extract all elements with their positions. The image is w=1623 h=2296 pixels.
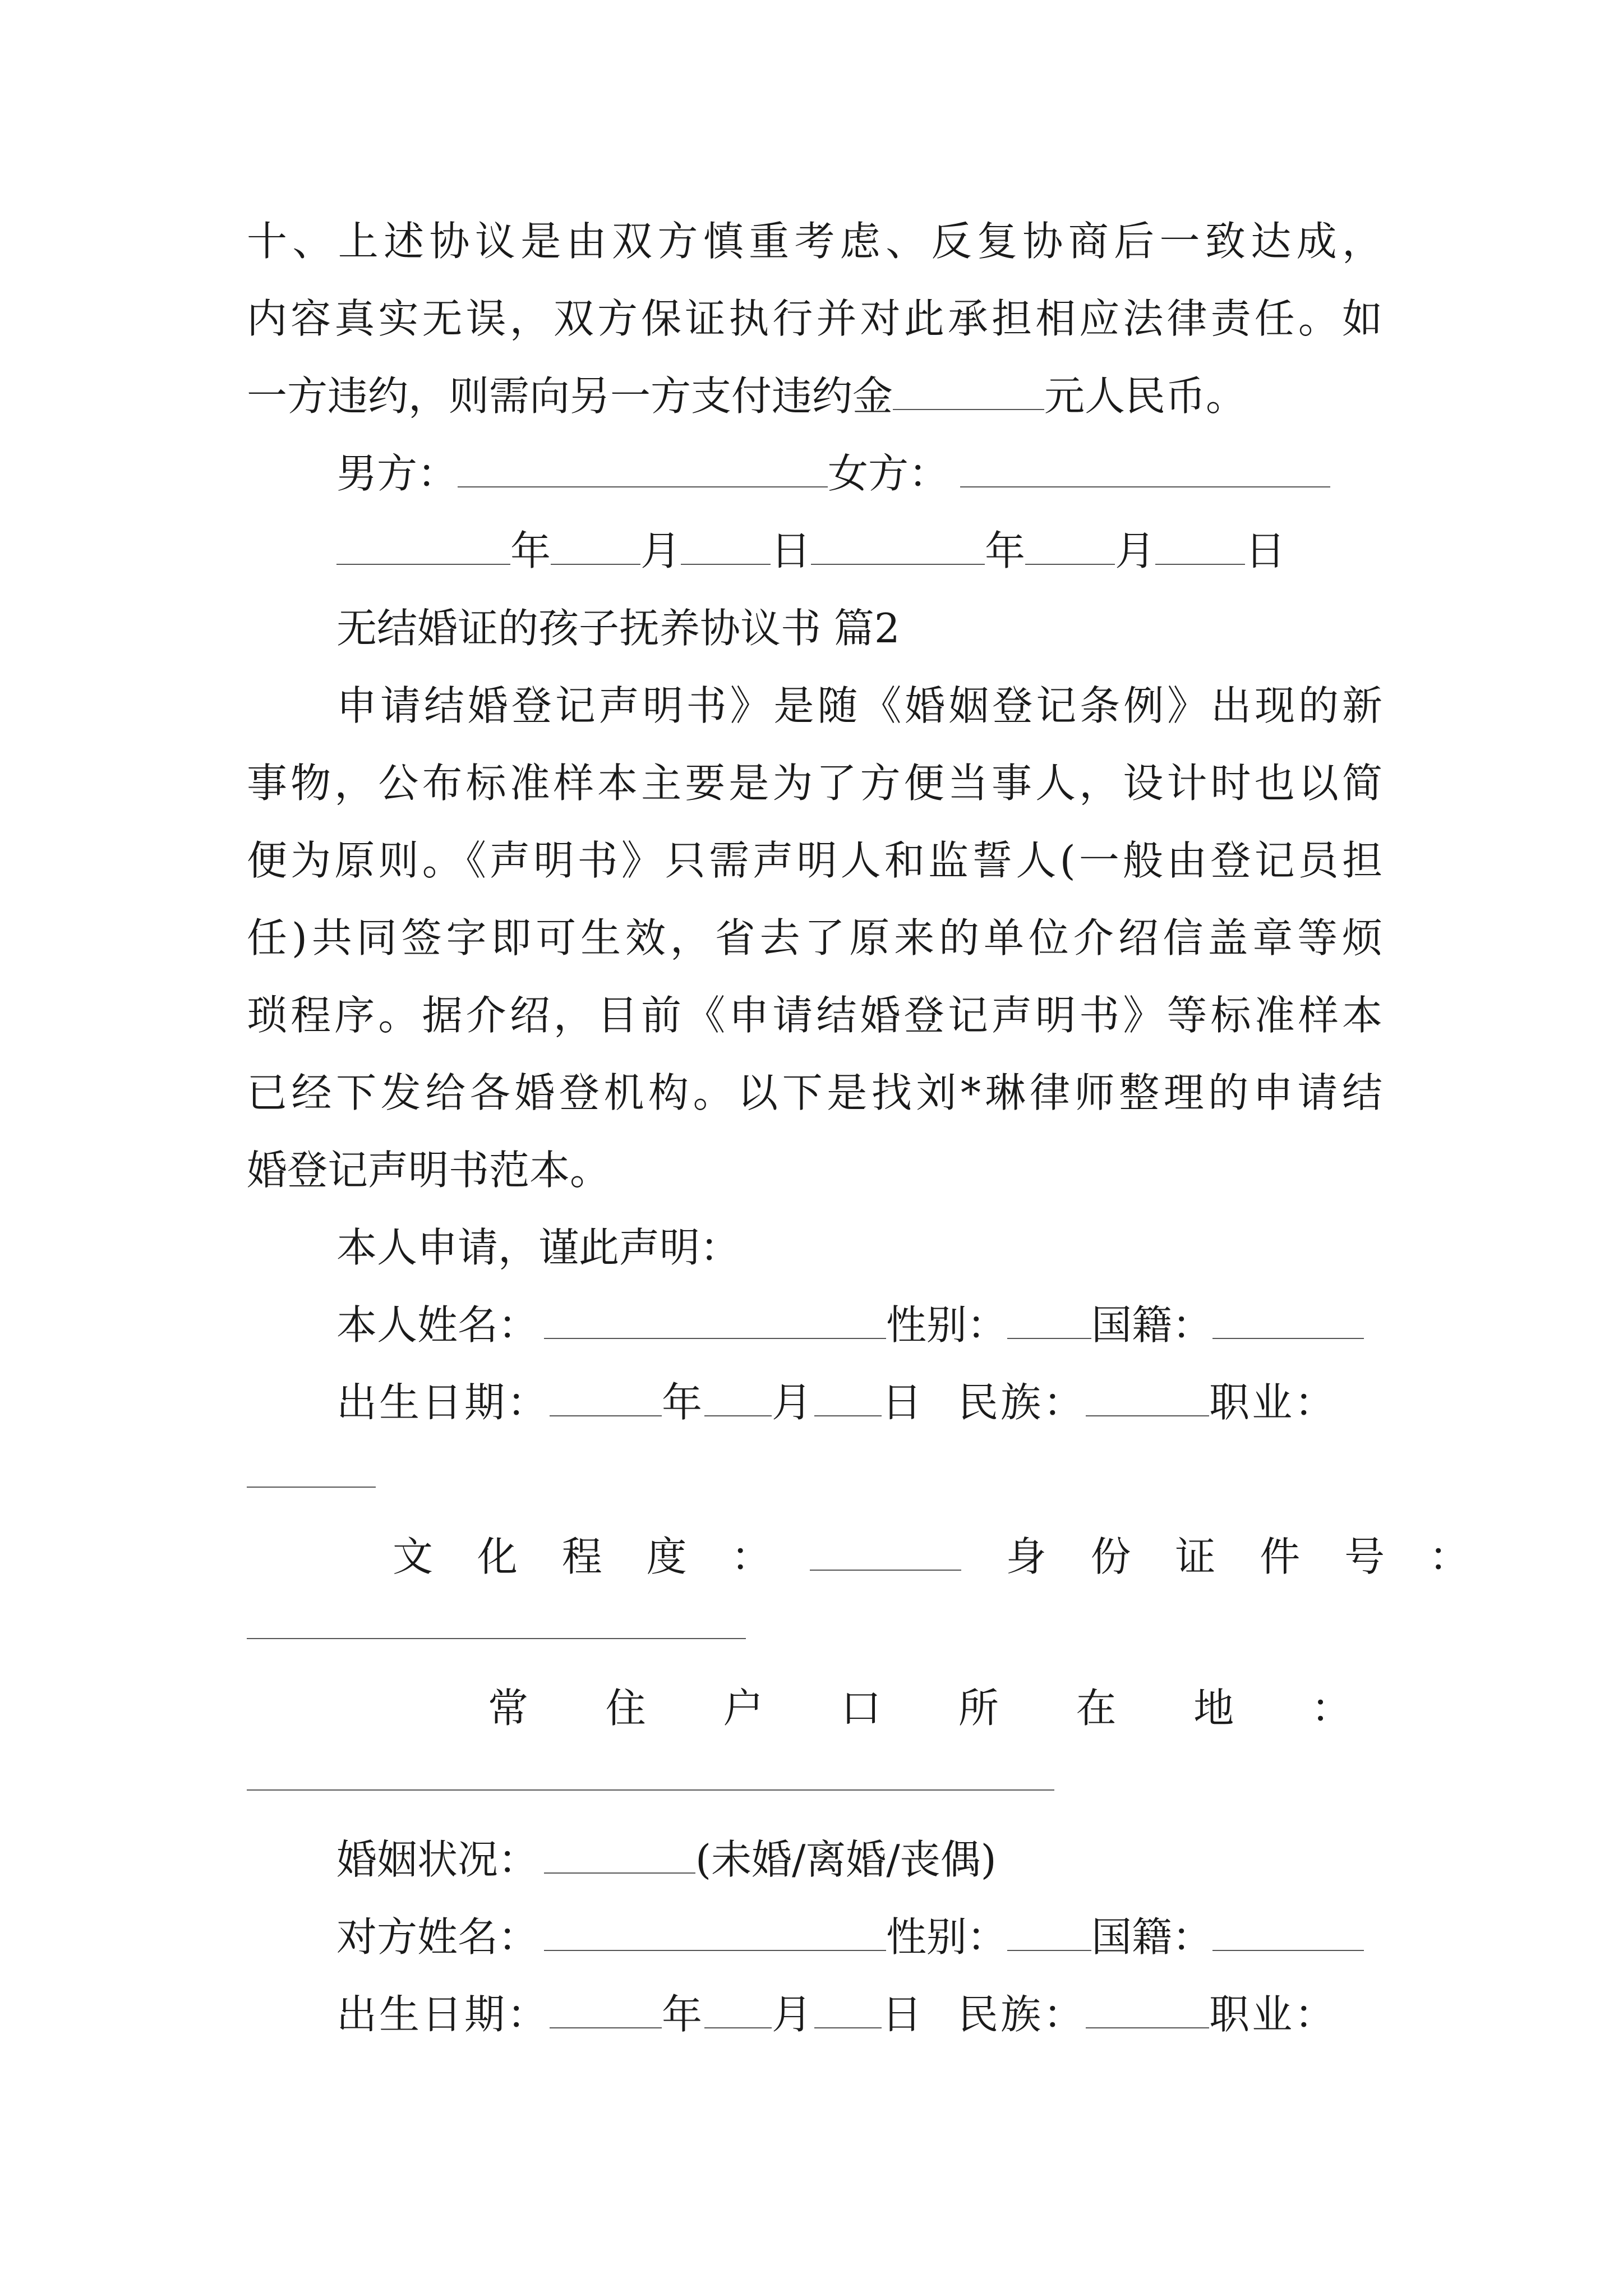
day-label: 日 [1245, 527, 1286, 574]
residence-char: 户 [723, 1685, 764, 1732]
marital-line [336, 1834, 997, 1885]
self-birth-line [336, 1377, 1337, 1428]
self-gender-blank[interactable] [1007, 1305, 1091, 1339]
marital-blank[interactable] [544, 1840, 695, 1874]
residence-char: 地 [1193, 1685, 1234, 1732]
partner-name-blank[interactable] [544, 1917, 886, 1951]
female-label: 女方： [828, 450, 949, 497]
month-label: 月 [772, 1379, 815, 1426]
male-year-blank[interactable] [336, 531, 510, 565]
signature-dates-line [336, 526, 1285, 576]
intro-line-4: 任)共同签字即可生效，省去了原来的单位介绍信盖章等烦 [247, 914, 1382, 961]
marital-options: (未婚/离婚/丧偶) [695, 1836, 997, 1883]
self-gender-label: 性别： [886, 1301, 1008, 1349]
education-blank[interactable] [810, 1537, 961, 1571]
residence-char: 在 [1076, 1685, 1117, 1732]
partner-nationality-blank[interactable] [1212, 1917, 1364, 1951]
id-number-blank[interactable] [247, 1638, 746, 1639]
partner-ethnicity-label: 民族： [958, 1991, 1086, 2038]
self-name-blank[interactable] [544, 1305, 886, 1339]
partner-nationality-label: 国籍： [1091, 1913, 1213, 1961]
intro-line-1: 申请结婚登记声明书》是随《婚姻登记条例》出现的新 [336, 682, 1382, 729]
partner-name-label: 对方姓名： [336, 1913, 539, 1961]
self-name-line [336, 1300, 1364, 1350]
day-label: 日 [882, 1991, 925, 2038]
intro-line-7: 婚登记声明书范本。 [247, 1147, 611, 1194]
residence-char: 所 [958, 1685, 999, 1732]
month-label: 月 [772, 1991, 815, 2038]
day-label: 日 [882, 1379, 925, 1426]
year-label: 年 [510, 527, 551, 574]
intro-line-2: 事物，公布标准样本主要是为了方便当事人，设计时也以简 [247, 760, 1382, 807]
marital-label: 婚姻状况： [336, 1836, 539, 1883]
year-label: 年 [662, 1379, 705, 1426]
male-label: 男方： [336, 450, 458, 497]
partner-gender-blank[interactable] [1007, 1917, 1091, 1951]
clause10-line-2: 内容真实无误，双方保证执行并对此承担相应法律责任。如 [247, 295, 1382, 342]
male-signature-blank[interactable] [458, 454, 828, 487]
male-day-blank[interactable] [681, 531, 771, 565]
female-month-blank[interactable] [1025, 531, 1115, 565]
self-name-label: 本人姓名： [336, 1301, 539, 1349]
residence-char: ： [1311, 1685, 1352, 1732]
partner-birth-month-blank[interactable] [704, 1995, 772, 2028]
section-title: 无结婚证的孩子抚养协议书 篇2 [336, 605, 900, 652]
id-number-label: 身 份 证 件 号 ： [1006, 1533, 1485, 1580]
partner-birth-day-blank[interactable] [814, 1995, 882, 2028]
residence-blank[interactable] [247, 1789, 1054, 1791]
self-occupation-blank[interactable] [247, 1487, 376, 1488]
signature-names-line [336, 448, 1330, 499]
male-month-blank[interactable] [551, 531, 640, 565]
self-ethnicity-label: 民族： [958, 1379, 1086, 1426]
self-birth-day-blank[interactable] [814, 1383, 882, 1416]
residence-char: 口 [841, 1685, 882, 1732]
partner-birth-label: 出生日期： [336, 1991, 550, 2038]
month-label: 月 [1115, 527, 1156, 574]
clause10-line-1: 十、上述协议是由双方慎重考虑、反复协商后一致达成， [247, 218, 1382, 265]
month-label: 月 [640, 527, 681, 574]
residence-char: 住 [605, 1685, 646, 1732]
year-label: 年 [662, 1991, 705, 2038]
partner-occupation-label: 职业： [1209, 1991, 1338, 2038]
self-birth-label: 出生日期： [336, 1379, 550, 1426]
self-ethnicity-blank[interactable] [1086, 1383, 1209, 1416]
self-nationality-blank[interactable] [1212, 1305, 1364, 1339]
residence-char: 常 [488, 1685, 529, 1732]
partner-name-line [336, 1912, 1364, 1962]
clause10-text: 一方违约，则需向另一方支付违约金 [247, 372, 893, 420]
partner-birth-line [336, 1989, 1337, 2040]
clause10-line-3 [247, 371, 1246, 421]
year-label: 年 [985, 527, 1026, 574]
declare-line: 本人申请，谨此声明： [336, 1224, 741, 1271]
residence-line [488, 1683, 1352, 1733]
day-label: 日 [771, 527, 811, 574]
self-birth-year-blank[interactable] [550, 1383, 662, 1416]
female-year-blank[interactable] [811, 531, 985, 565]
clause10-unit: 元人民币。 [1044, 372, 1247, 420]
self-nationality-label: 国籍： [1091, 1301, 1213, 1349]
intro-line-5: 琐程序。据介绍，目前《申请结婚登记声明书》等标准样本 [247, 992, 1382, 1039]
education-label: 文 化 程 度 ： [393, 1533, 787, 1580]
partner-ethnicity-blank[interactable] [1086, 1995, 1209, 2028]
education-line [393, 1531, 1485, 1582]
intro-line-3: 便为原则。《声明书》只需声明人和监誓人(一般由登记员担 [247, 837, 1382, 884]
self-occupation-label: 职业： [1209, 1379, 1338, 1426]
intro-line-6: 已经下发给各婚登机构。以下是找刘*琳律师整理的申请结 [247, 1069, 1382, 1116]
penalty-blank[interactable] [893, 376, 1044, 410]
partner-birth-year-blank[interactable] [550, 1995, 662, 2028]
partner-gender-label: 性别： [886, 1913, 1008, 1961]
self-birth-month-blank[interactable] [704, 1383, 772, 1416]
female-day-blank[interactable] [1155, 531, 1245, 565]
female-signature-blank[interactable] [960, 454, 1330, 487]
